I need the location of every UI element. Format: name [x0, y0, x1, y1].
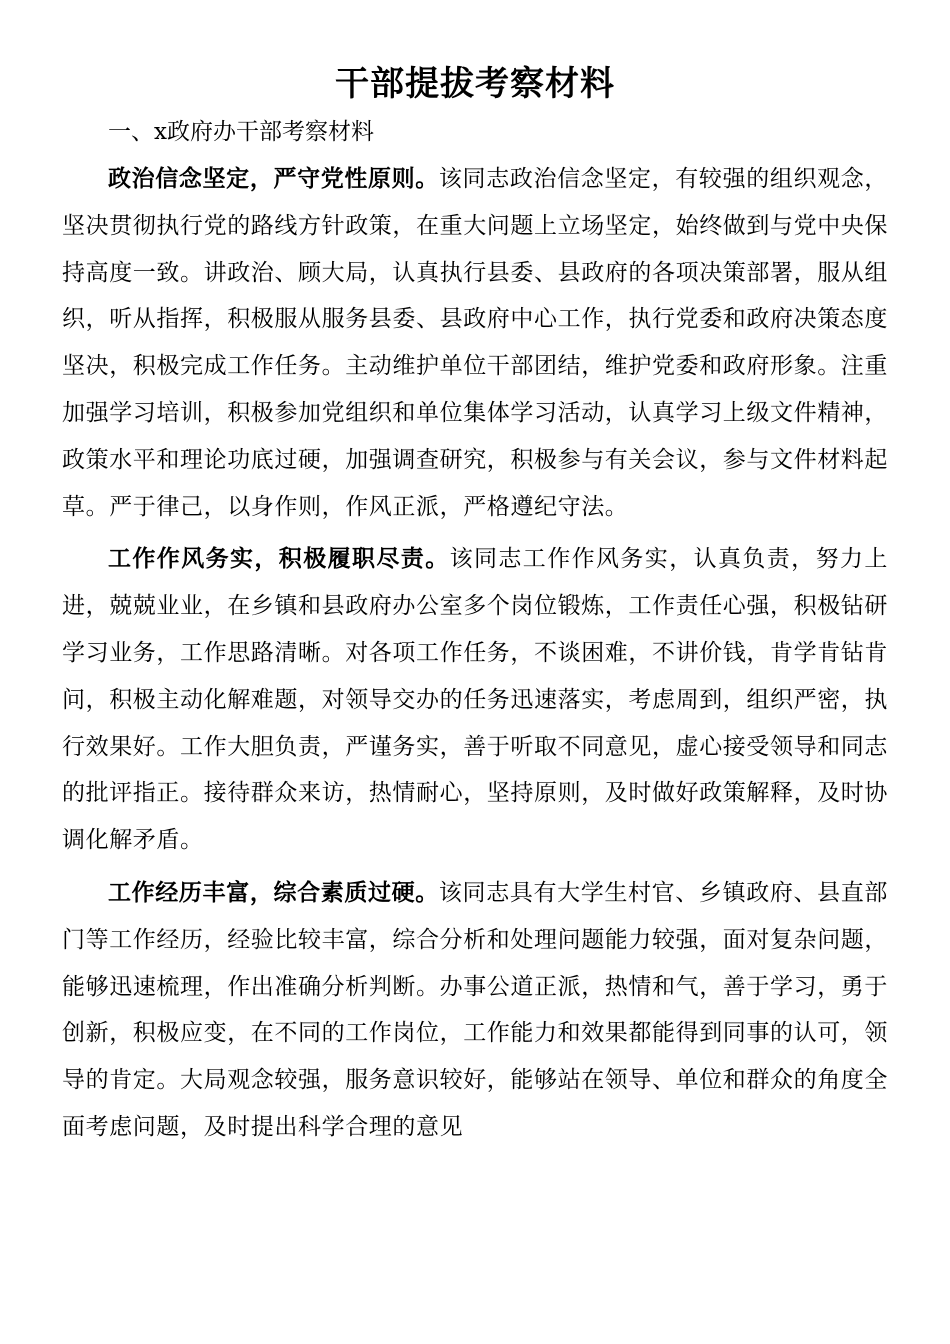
- paragraph-experience: [62, 870, 888, 1151]
- paragraph-political: [62, 156, 888, 530]
- document-title: 干部提拔考察材料: [335, 64, 615, 104]
- section-heading: 一、x政府办干部考察材料: [108, 119, 374, 145]
- paragraph-body: 该同志具有大学生村官、乡镇政府、县直部门等工作经历，经验比较丰富，综合分析和处理问题能力较强，面对复杂问题，能够迅速梳理，作出准确分析判断。办事公道正派，热情和气，善于学习，勇于创新，积极应变，在不同的工作岗位，工作能力和效果都能得到同事的认可，领导的肯定。大局观念较强，服务意识较好，能够站在领导、单位和群众的角度全面考虑问题，及时提出科学合理的意见: [62, 879, 888, 1140]
- paragraph-work-style: [62, 536, 888, 864]
- paragraph-lead: 政治信念坚定，严守党性原则。: [108, 165, 439, 192]
- paragraph-body: 该同志政治信念坚定，有较强的组织观念，坚决贯彻执行党的路线方针政策，在重大问题上立场坚定，始终做到与党中央保持高度一致。讲政治、顾大局，认真执行县委、县政府的各项决策部署，服从组织，听从指挥，积极服从服务县委、县政府中心工作，执行党委和政府决策态度坚决，积极完成工作任务。主动维护单位干部团结，维护党委和政府形象。注重加强学习培训，积极参加党组织和单位集体学习活动，认真学习上级文件精神，政策水平和理论功底过硬，加强调查研究，积极参与有关会议，参与文件材料起草。严于律己，以身作则，作风正派，严格遵纪守法。: [62, 166, 888, 520]
- paragraph-lead: 工作经历丰富，综合素质过硬。: [108, 878, 439, 906]
- paragraph-lead: 工作作风务实，积极履职尽责。: [108, 545, 450, 573]
- paragraph-body: 该同志工作作风务实，认真负责，努力上进，兢兢业业，在乡镇和县政府办公室多个岗位锻炼，工作责任心强，积极钻研学习业务，工作思路清晰。对各项工作任务，不谈困难，不讲价钱，肯学肯钻肯问，积极主动化解难题，对领导交办的任务迅速落实，考虑周到，组织严密，执行效果好。工作大胆负责，严谨务实，善于听取不同意见，虚心接受领导和同志的批评指正。接待群众来访，热情耐心，坚持原则，及时做好政策解释，及时协调化解矛盾。: [62, 546, 888, 854]
